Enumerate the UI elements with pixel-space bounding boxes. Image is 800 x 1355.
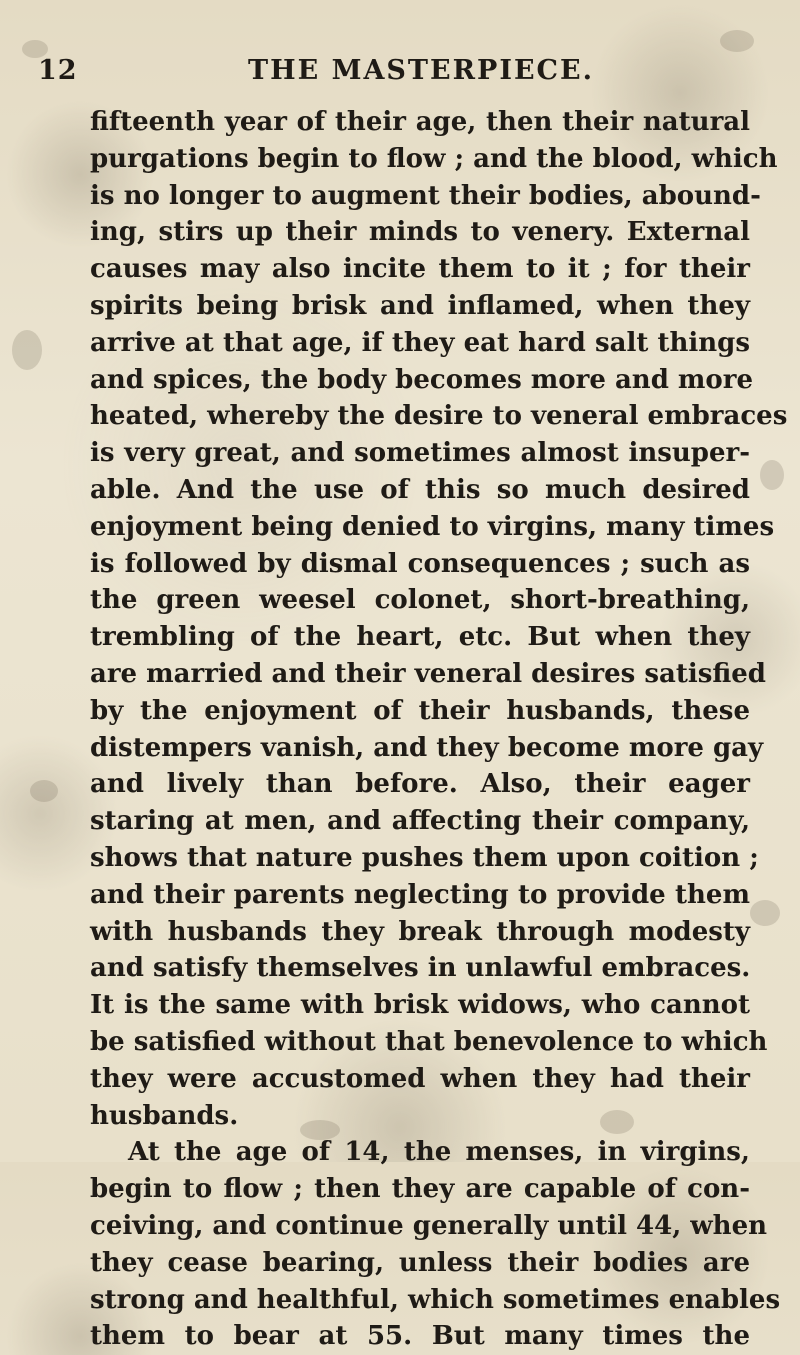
text-line: heated, whereby the desire to veneral embraces [90, 401, 788, 432]
text-line: ing, stirs up their minds to venery. External [90, 217, 750, 248]
text-line: and lively than before. Also, their eager [90, 769, 750, 800]
text-line: and satisfy themselves in unlawful embraces. [90, 953, 751, 984]
text-line: is no longer to augment their bodies, abound- [90, 180, 761, 211]
text-line: arrive at that age, if they eat hard salt things [90, 327, 750, 358]
text-line: be satisfied without that benevolence to which [90, 1026, 768, 1057]
paper-speckle [600, 1110, 634, 1134]
paper-speckle [760, 460, 784, 490]
paper-speckle [720, 30, 754, 52]
text-line: spirits being brisk and inflamed, when they [90, 290, 750, 321]
text-line: shows that nature pushes them upon coition ; [90, 842, 759, 873]
text-line: staring at men, and affecting their company, [90, 806, 750, 837]
text-line: by the enjoyment of their husbands, these [90, 695, 750, 726]
text-line: and their parents neglecting to provide them [90, 879, 750, 910]
paper-speckle [22, 40, 48, 58]
body-text [90, 104, 788, 1355]
text-line: are married and their veneral desires satisfied [90, 658, 766, 689]
text-line: is followed by dismal consequences ; such as [90, 548, 750, 579]
text-line: fifteenth year of their age, then their natural [90, 107, 750, 137]
text-line: able. And the use of this so much desired [90, 474, 750, 505]
running-head [38, 55, 760, 95]
text-line: is very great, and sometimes almost insuper- [90, 438, 750, 469]
paper-speckle [30, 780, 58, 802]
text-line: distempers vanish, and they become more gay [90, 732, 764, 763]
text-line: enjoyment being denied to virgins, many times [90, 511, 775, 542]
page-number: 12 [38, 55, 78, 86]
running-title: THE MASTERPIECE. [248, 55, 595, 86]
text-line: It is the same with brisk widows, who cannot [90, 990, 750, 1021]
text-line: with husbands they break through modesty [90, 916, 750, 947]
text-line: purgations begin to flow ; and the blood, which [90, 143, 778, 174]
text-line: trembling of the heart, etc. But when they [90, 622, 750, 653]
text-line: they cease bearing, unless their bodies are [90, 1247, 750, 1278]
text-line: and spices, the body becomes more and more [90, 364, 754, 395]
text-line: causes may also incite them to it ; for their [90, 254, 750, 285]
text-line: begin to flow ; then they are capable of con- [90, 1174, 750, 1205]
paper-speckle [300, 1120, 340, 1140]
text-line: they were accustomed when they had their [90, 1063, 750, 1094]
text-line: the green weesel colonet, short-breathing, [90, 585, 750, 616]
text-line: them to bear at 55. But many times the [90, 1321, 750, 1352]
text-line: At the age of 14, the menses, in virgins, [128, 1137, 750, 1168]
paper-speckle [12, 330, 42, 370]
text-line: husbands. [90, 1100, 239, 1131]
text-line: strong and healthful, which sometimes enables [90, 1284, 781, 1315]
paper-speckle [750, 900, 780, 926]
text-line: ceiving, and continue generally until 44, when [90, 1210, 768, 1241]
